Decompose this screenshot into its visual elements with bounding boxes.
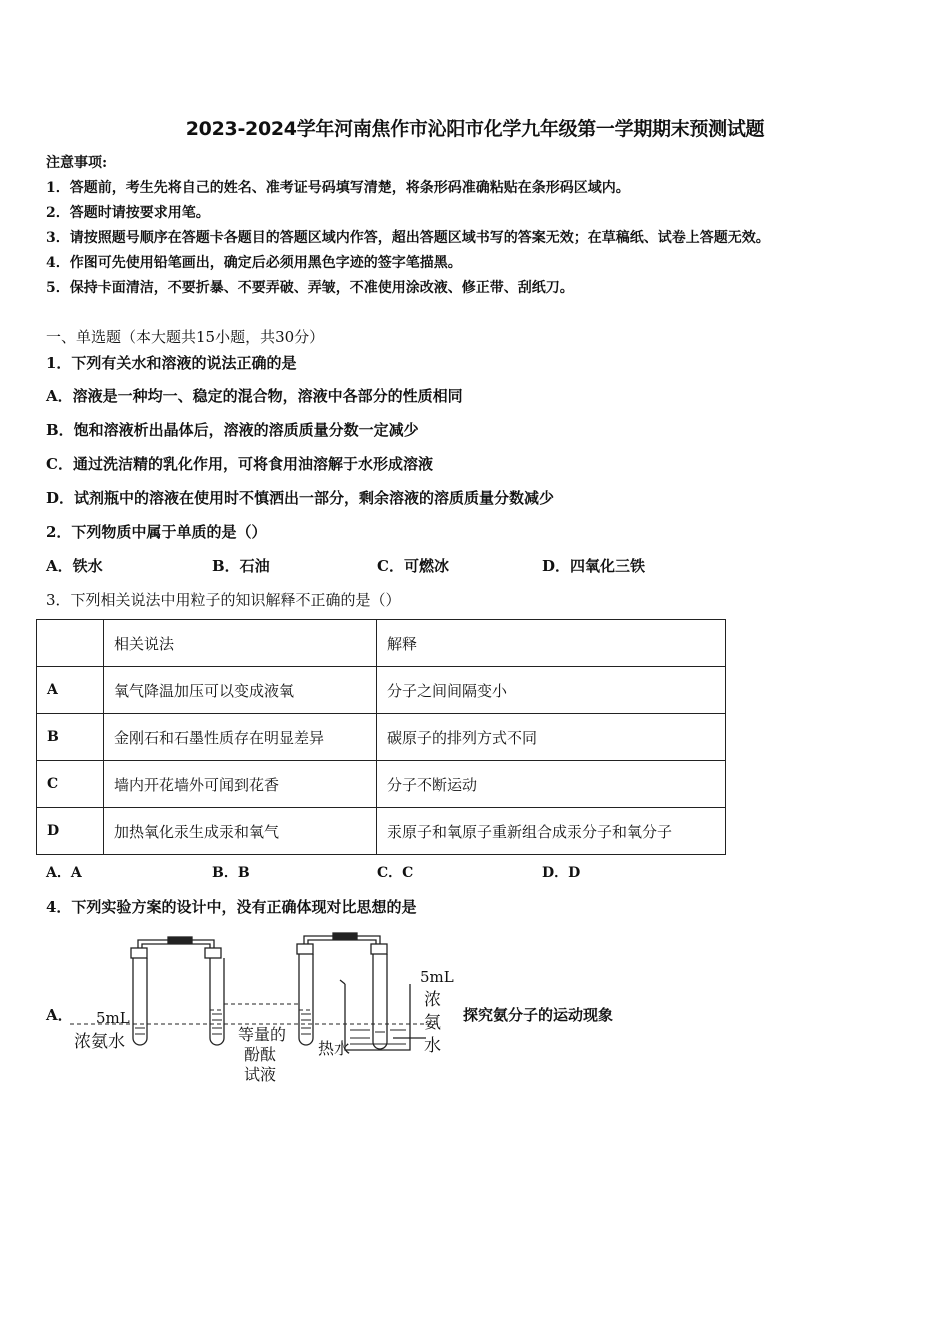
table-cell: C	[37, 761, 104, 808]
question-2-option-a: A．铁水	[46, 557, 103, 575]
table-cell: 汞原子和氧原子重新组合成汞分子和氧分子	[377, 808, 726, 855]
table-cell: 碳原子的排列方式不同	[377, 714, 726, 761]
table-cell: 氧气降温加压可以变成液氧	[104, 667, 377, 714]
label-5ml-left: 5mL	[96, 1009, 130, 1027]
question-1-option-b: B．饱和溶液析出晶体后，溶液的溶质质量分数一定减少	[46, 421, 419, 439]
table-header-cell	[37, 620, 104, 667]
notice-heading: 注意事项:	[46, 155, 108, 171]
notice-item: 3．请按照题号顺序在答题卡各题目的答题区域内作答，超出答题区域书写的答案无效；在草稿纸、试卷上答题无效。	[46, 230, 770, 246]
table-row	[37, 761, 726, 808]
page-title: 2023-2024学年河南焦作市沁阳市化学九年级第一学期期末预测试题	[185, 118, 765, 140]
question-3-stem: 3．下列相关说法中用粒子的知识解释不正确的是（）	[46, 591, 401, 609]
label-ammonia-left: 浓氨水	[74, 1032, 125, 1052]
question-3-table	[36, 619, 726, 855]
table-cell: D	[37, 808, 104, 855]
notice-item: 1．答题前，考生先将自己的姓名、准考证号码填写清楚，将条形码准确粘贴在条形码区域内。	[46, 180, 630, 196]
question-2-option-d: D．四氧化三铁	[542, 557, 646, 575]
label-5ml-right: 5mL	[420, 968, 454, 986]
notice-item: 2．答题时请按要求用笔。	[46, 205, 210, 221]
table-row	[37, 714, 726, 761]
table-header-row	[37, 620, 726, 667]
label-phenolphthalein: 酚酞	[244, 1045, 277, 1064]
question-1-option-c: C．通过洗洁精的乳化作用，可将食用油溶解于水形成溶液	[46, 455, 433, 473]
label-ammonia-right-2: 氨	[424, 1013, 441, 1033]
question-3-option-c: C．C	[377, 865, 414, 881]
question-3-option-a: A．A	[46, 865, 82, 881]
question-2-stem: 2．下列物质中属于单质的是（）	[46, 523, 267, 541]
table-cell: 分子不断运动	[377, 761, 726, 808]
label-ammonia-right-3: 水	[424, 1036, 441, 1056]
label-equal-amount: 等量的	[238, 1025, 287, 1044]
table-cell: 加热氧化汞生成汞和氧气	[104, 808, 377, 855]
question-3-option-d: D．D	[542, 865, 581, 881]
label-solution: 试液	[244, 1065, 277, 1084]
ammonia-experiment-figure	[40, 930, 460, 1100]
table-cell: 分子之间间隔变小	[377, 667, 726, 714]
question-1-option-a: A．溶液是一种均一、稳定的混合物，溶液中各部分的性质相同	[46, 387, 463, 405]
section-heading: 一、单选题（本大题共15小题，共30分）	[46, 328, 325, 346]
table-header-cell: 相关说法	[104, 620, 377, 667]
label-hot-water: 热水	[318, 1039, 351, 1058]
table-row	[37, 667, 726, 714]
table-cell: 墙内开花墙外可闻到花香	[104, 761, 377, 808]
notice-item: 4．作图可先使用铅笔画出，确定后必须用黑色字迹的签字笔描黑。	[46, 255, 462, 271]
question-1-stem: 1．下列有关水和溶液的说法正确的是	[46, 354, 297, 372]
question-1-option-d: D．试剂瓶中的溶液在使用时不慎洒出一部分，剩余溶液的溶质质量分数减少	[46, 489, 555, 507]
table-header-cell: 解释	[377, 620, 726, 667]
question-4-option-a-desc: 探究氨分子的运动现象	[463, 1006, 614, 1024]
table-row	[37, 808, 726, 855]
question-4-stem: 4．下列实验方案的设计中，没有正确体现对比思想的是	[46, 898, 417, 916]
question-3-option-b: B．B	[212, 865, 250, 881]
table-cell: A	[37, 667, 104, 714]
table-cell: 金刚石和石墨性质存在明显差异	[104, 714, 377, 761]
notice-item: 5．保持卡面清洁，不要折暴、不要弄破、弄皱，不准使用涂改液、修正带、刮纸刀。	[46, 280, 574, 296]
question-4-option-a-label: A．	[46, 1006, 73, 1024]
question-2-option-c: C．可燃冰	[377, 557, 449, 575]
question-2-option-b: B．石油	[212, 557, 270, 575]
table-cell: B	[37, 714, 104, 761]
label-ammonia-right-1: 浓	[424, 990, 441, 1010]
